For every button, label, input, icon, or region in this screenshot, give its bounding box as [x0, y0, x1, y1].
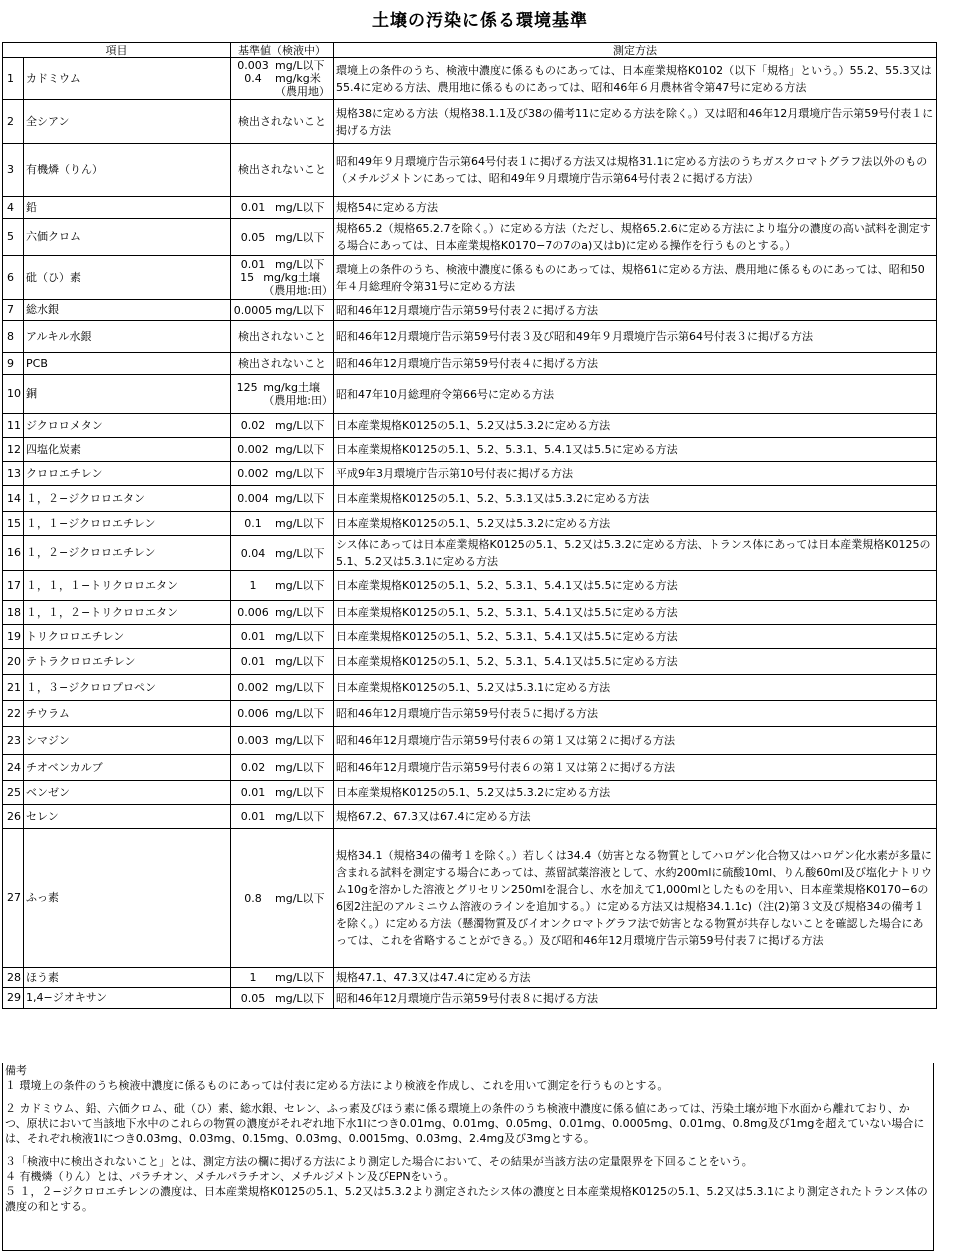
row-number: 25 [3, 781, 24, 805]
value-number: 0.04 [240, 546, 266, 560]
table-row [3, 727, 937, 755]
measurement-method: 日本産業規格K0125の5.1、5.2又は5.3.2に定める方法 [334, 512, 937, 536]
value-unit: mg/L以下 [275, 734, 325, 747]
measurement-method: 平成9年3月環境庁告示第10号付表に掲げる方法 [334, 462, 937, 486]
standard-value [231, 321, 334, 353]
value-number: 0.01 [240, 786, 266, 799]
row-number: 28 [3, 968, 24, 988]
value-number: 0.006 [237, 707, 269, 720]
row-number: 15 [3, 512, 24, 536]
value-unit: mg/L以下 [275, 606, 325, 619]
row-number: 27 [3, 829, 24, 968]
value-number: 0.01 [240, 201, 266, 214]
value-unit: mg/kg土壌 （農用地:田） [263, 271, 333, 297]
standard-value [231, 988, 334, 1009]
value-number: 0.01 [240, 655, 266, 668]
measurement-method: 規格34.1（規格34の備考１を除く。）若しくは34.4（妨害となる物質としてハロゲン化合物又はハロゲン化水素が多量に含まれる試料を測定する場合にあっては、蒸留試薬溶液として、水約200mlに硫酸10ml、りん酸60ml及び塩化ナトリウム10gを溶かした溶液とグリセリン250mlを混合し、水を加えて1,000mlとしたものを用い、日本産業規格K0170−6の6図2注記のアルミニウム溶液のラインを追加する。）に定める方法又は規格34.1.1c)（注(2)第３文及び規格34の備考１を除く。）に定める方法（懸濁物質及びイオンクロマトグラフ法で妨害となる物質が共存しないことを確認した場合にあっては、これを省略することができる。）及び昭和46年12月環境庁告示第59号付表７に掲げる方法 [334, 829, 937, 968]
value-unit: mg/L以下 [275, 891, 325, 905]
value-unit: mg/kg米 （農用地） [275, 72, 330, 98]
value-unit: mg/L以下 [275, 230, 325, 244]
note-3: ３「検液中に検出されないこと」とは、測定方法の欄に掲げる方法により測定した場合において、その結果が当該方法の定量限界を下回ることをいう。 [5, 1155, 753, 1168]
item-name: ベンゼン [24, 781, 231, 805]
row-number: 29 [3, 988, 24, 1009]
item-name: ふっ素 [24, 829, 231, 968]
page-title: 土壌の汚染に係る環境基準 [372, 11, 588, 31]
value-number: 0.8 [244, 891, 262, 905]
value-number: 0.05 [240, 991, 266, 1005]
item-name: テトラクロロエチレン [24, 649, 231, 675]
table-row [3, 571, 937, 601]
measurement-method: 昭和49年９月環境庁告示第64号付表１に掲げる方法又は規格31.1に定める方法のうちガスクロマトグラフ法以外のもの（メチルジメトンにあっては、昭和49年９月環境庁告示第64号付表２に掲げる方法） [334, 144, 937, 197]
value-number: 15 [240, 271, 255, 284]
standard-value [231, 571, 334, 601]
value-unit: mg/kg土壌 （農用地:田） [263, 381, 333, 407]
value-unit: mg/L以下 [275, 681, 325, 694]
measurement-method: 日本産業規格K0125の5.1、5.2又は5.3.2に定める方法 [334, 781, 937, 805]
measurement-method: 規格65.2（規格65.2.7を除く。）に定める方法（ただし、規格65.2.6に定める方法により塩分の濃度の高い試料を測定する場合にあっては、日本産業規格K0170−7の7のa)又はb)に定める操作を行うものとする。） [334, 219, 937, 256]
value-number: 0.003 [237, 734, 269, 747]
item-name: 鉛 [24, 197, 231, 219]
measurement-method: 環境上の条件のうち、検液中濃度に係るものにあっては、規格61に定める方法、農用地に係るものにあっては、昭和50年４月総理府令第31号に定める方法 [334, 256, 937, 300]
value-text: 検出されないこと [238, 356, 326, 370]
item-name: シマジン [24, 727, 231, 755]
standard-value [231, 829, 334, 968]
value-unit: mg/L以下 [275, 786, 325, 799]
standard-value [231, 649, 334, 675]
measurement-method: 日本産業規格K0125の5.1、5.2、5.3.1、5.4.1又は5.5に定める方法 [334, 601, 937, 625]
value-number: 1 [249, 971, 257, 984]
measurement-method: 日本産業規格K0125の5.1、5.2、5.3.1、5.4.1又は5.5に定める方法 [334, 571, 937, 601]
standard-value [231, 353, 334, 375]
standard-value [231, 536, 334, 571]
item-name: カドミウム [24, 58, 231, 100]
value-number: 125 [236, 381, 258, 394]
measurement-method: 昭和46年12月環境庁告示第59号付表８に掲げる方法 [334, 988, 937, 1009]
measurement-method: 日本産業規格K0125の5.1、5.2、5.3.1、5.4.1又は5.5に定める方法 [334, 625, 937, 649]
row-number: 5 [3, 219, 24, 256]
value-unit: mg/L以下 [275, 630, 325, 643]
table-row [3, 197, 937, 219]
table-row [3, 144, 937, 197]
row-number: 17 [3, 571, 24, 601]
standard-value [231, 375, 334, 414]
standard-value [231, 58, 334, 100]
measurement-method: 日本産業規格K0125の5.1、5.2、5.3.1又は5.3.2に定める方法 [334, 486, 937, 512]
value-unit: mg/L以下 [275, 419, 325, 432]
measurement-method: 昭和46年12月環境庁告示第59号付表５に掲げる方法 [334, 701, 937, 727]
value-number: 0.002 [237, 681, 269, 694]
note-2: ２ カドミウム、鉛、六価クロム、砒（ひ）素、総水銀、セレン、ふっ素及びほう素に係る環境上の条件のうち検液中濃度に係る値にあっては、汚染土壌が地下水面から離れており、かつ、原状において当該地下水中のこれらの物質の濃度がそれぞれ地下水1lにつき0.01mg、0.01mg、0.05mg、0.01mg、0.0005mg、0.01mg、0.8mg及び1mgを超えていない場合には、それぞれ検液1lにつき0.03mg、0.03mg、0.15mg、0.03mg、0.0015mg、0.03mg、2.4mg及び3mgとする。 [5, 1102, 925, 1145]
item-name: クロロエチレン [24, 462, 231, 486]
table-row [3, 701, 937, 727]
table-row [3, 219, 937, 256]
measurement-method: 日本産業規格K0125の5.1、5.2又は5.3.2に定める方法 [334, 414, 937, 438]
value-number: 1 [249, 579, 257, 592]
item-name: ほう素 [24, 968, 231, 988]
item-name: チオベンカルブ [24, 755, 231, 781]
table-row [3, 536, 937, 571]
value-unit: mg/L以下 [275, 201, 325, 214]
table-row [3, 414, 937, 438]
standard-value [231, 219, 334, 256]
value-text: 検出されないこと [238, 114, 326, 128]
standard-value [231, 701, 334, 727]
measurement-method: 昭和46年12月環境庁告示第59号付表３及び昭和49年９月環境庁告示第64号付表３に掲げる方法 [334, 321, 937, 353]
item-name: 四塩化炭素 [24, 438, 231, 462]
standard-value [231, 727, 334, 755]
measurement-method: 規格47.1、47.3又は47.4に定める方法 [334, 968, 937, 988]
standard-value [231, 438, 334, 462]
value-unit: mg/L以下 [275, 517, 325, 530]
item-name: チウラム [24, 701, 231, 727]
row-number: 19 [3, 625, 24, 649]
item-name: 有機燐（りん） [24, 144, 231, 197]
row-number: 26 [3, 805, 24, 829]
item-name: PCB [24, 353, 231, 375]
value-unit: mg/L以下 [275, 492, 325, 505]
header-item: 項目 [3, 43, 231, 58]
table-row [3, 625, 937, 649]
item-name: 1,4−ジオキサン [24, 988, 231, 1009]
table-row [3, 300, 937, 321]
standard-value [231, 601, 334, 625]
item-name: １，１−ジクロロエチレン [24, 512, 231, 536]
item-name: １，１，２−トリクロロエタン [24, 601, 231, 625]
standard-value [231, 625, 334, 649]
standards-table [2, 42, 937, 1009]
row-number: 8 [3, 321, 24, 353]
value-unit: mg/L以下 [275, 546, 325, 560]
value-unit: mg/L以下 [275, 258, 325, 271]
value-number: 0.003 [237, 59, 269, 72]
item-name: 銅 [24, 375, 231, 414]
table-row [3, 512, 937, 536]
table-row [3, 321, 937, 353]
row-number: 4 [3, 197, 24, 219]
item-name: ジクロロメタン [24, 414, 231, 438]
table-row [3, 100, 937, 144]
standard-value [231, 675, 334, 701]
row-number: 7 [3, 300, 24, 321]
value-unit: mg/L以下 [275, 303, 325, 317]
table-row [3, 353, 937, 375]
value-number: 0.01 [240, 258, 266, 271]
row-number: 6 [3, 256, 24, 300]
table-row [3, 375, 937, 414]
measurement-method: 日本産業規格K0125の5.1、5.2、5.3.1、5.4.1又は5.5に定める方法 [334, 649, 937, 675]
measurement-method: 昭和46年12月環境庁告示第59号付表２に掲げる方法 [334, 300, 937, 321]
table-row [3, 805, 937, 829]
table-row [3, 601, 937, 625]
item-name: １，３−ジクロロプロペン [24, 675, 231, 701]
measurement-method: 規格54に定める方法 [334, 197, 937, 219]
table-row [3, 968, 937, 988]
header-value: 基準値（検液中） [231, 43, 334, 58]
table-row [3, 675, 937, 701]
row-number: 14 [3, 486, 24, 512]
value-unit: mg/L以下 [275, 707, 325, 720]
value-unit: mg/L以下 [275, 991, 325, 1005]
note-4: ４ 有機燐（りん）とは、パラチオン、メチルパラチオン、メチルジメトン及びEPNをいう。 [5, 1170, 455, 1183]
row-number: 10 [3, 375, 24, 414]
standard-value [231, 968, 334, 988]
item-name: 全シアン [24, 100, 231, 144]
value-text: 検出されないこと [238, 163, 326, 176]
value-unit: mg/L以下 [275, 59, 325, 72]
standard-value [231, 781, 334, 805]
note-1: １ 環境上の条件のうち検液中濃度に係るものにあっては付表に定める方法により検液を作成し、これを用いて測定を行うものとする。 [5, 1079, 669, 1092]
row-number: 16 [3, 536, 24, 571]
measurement-method: 昭和46年12月環境庁告示第59号付表６の第１又は第２に掲げる方法 [334, 755, 937, 781]
row-number: 1 [3, 58, 24, 100]
table-row [3, 988, 937, 1009]
table-row [3, 462, 937, 486]
value-number: 0.1 [244, 517, 262, 530]
table-row [3, 438, 937, 462]
value-number: 0.02 [240, 419, 266, 432]
item-name: １，１，１−トリクロロエタン [24, 571, 231, 601]
standard-value [231, 197, 334, 219]
item-name: セレン [24, 805, 231, 829]
row-number: 12 [3, 438, 24, 462]
value-number: 0.002 [237, 467, 269, 480]
table-header-row [3, 43, 937, 58]
measurement-method: 規格67.2、67.3又は67.4に定める方法 [334, 805, 937, 829]
standard-value [231, 512, 334, 536]
measurement-method: 日本産業規格K0125の5.1、5.2又は5.3.1に定める方法 [334, 675, 937, 701]
item-name: １，２−ジクロロエチレン [24, 536, 231, 571]
row-number: 9 [3, 353, 24, 375]
value-number: 0.006 [237, 606, 269, 619]
row-number: 20 [3, 649, 24, 675]
value-unit: mg/L以下 [275, 761, 325, 774]
value-number: 0.01 [240, 630, 266, 643]
value-text: 検出されないこと [238, 329, 326, 343]
table-row [3, 486, 937, 512]
measurement-method: 日本産業規格K0125の5.1、5.2、5.3.1、5.4.1又は5.5に定める方法 [334, 438, 937, 462]
value-unit: mg/L以下 [275, 655, 325, 668]
measurement-method: 規格38に定める方法（規格38.1.1及び38の備考11に定める方法を除く。）又は昭和46年12月環境庁告示第59号付表１に掲げる方法 [334, 100, 937, 144]
row-number: 24 [3, 755, 24, 781]
value-unit: mg/L以下 [275, 443, 325, 456]
header-method: 測定方法 [334, 43, 937, 58]
measurement-method: 昭和46年12月環境庁告示第59号付表６の第１又は第２に掲げる方法 [334, 727, 937, 755]
standard-value [231, 805, 334, 829]
row-number: 23 [3, 727, 24, 755]
item-name: アルキル水銀 [24, 321, 231, 353]
table-row [3, 256, 937, 300]
measurement-method: 昭和47年10月総理府令第66号に定める方法 [334, 375, 937, 414]
item-name: 総水銀 [24, 300, 231, 321]
value-unit: mg/L以下 [275, 467, 325, 480]
standard-value [231, 100, 334, 144]
standard-value [231, 755, 334, 781]
value-unit: mg/L以下 [275, 810, 325, 823]
standard-value [231, 462, 334, 486]
value-unit: mg/L以下 [275, 579, 325, 592]
row-number: 13 [3, 462, 24, 486]
standard-value [231, 300, 334, 321]
table-row [3, 829, 937, 968]
value-number: 0.0005 [233, 303, 273, 317]
standard-value [231, 486, 334, 512]
measurement-method: シス体にあっては日本産業規格K0125の5.1、5.2又は5.3.2に定める方法、トランス体にあっては日本産業規格K0125の5.1、5.2又は5.3.1に定める方法 [334, 536, 937, 571]
measurement-method: 昭和46年12月環境庁告示第59号付表４に掲げる方法 [334, 353, 937, 375]
table-row [3, 649, 937, 675]
standard-value [231, 144, 334, 197]
row-number: 21 [3, 675, 24, 701]
table-row [3, 755, 937, 781]
table-row [3, 58, 937, 100]
value-unit: mg/L以下 [275, 971, 325, 984]
notes-section [2, 1063, 934, 1251]
item-name: 六価クロム [24, 219, 231, 256]
note-5: ５ １，２−ジクロロエチレンの濃度は、日本産業規格K0125の5.1、5.2又は5.3.2より測定されたシス体の濃度と日本産業規格K0125の5.1、5.2又は5.3.1により測定されたトランス体の濃度の和とする。 [5, 1185, 928, 1213]
item-name: １，２−ジクロロエタン [24, 486, 231, 512]
row-number: 3 [3, 144, 24, 197]
row-number: 2 [3, 100, 24, 144]
item-name: トリクロロエチレン [24, 625, 231, 649]
row-number: 11 [3, 414, 24, 438]
standard-value [231, 256, 334, 300]
table-row [3, 781, 937, 805]
value-number: 0.002 [237, 443, 269, 456]
value-number: 0.4 [244, 72, 262, 85]
measurement-method: 環境上の条件のうち、検液中濃度に係るものにあっては、日本産業規格K0102（以下「規格」という。）55.2、55.3又は55.4に定める方法、農用地に係るものにあっては、昭和46年６月農林省令第47号に定める方法 [334, 58, 937, 100]
value-number: 0.05 [240, 230, 266, 244]
row-number: 22 [3, 701, 24, 727]
value-number: 0.01 [240, 810, 266, 823]
item-name: 砒（ひ）素 [24, 256, 231, 300]
notes-heading: 備考 [5, 1064, 27, 1077]
value-number: 0.004 [237, 492, 269, 505]
standard-value [231, 414, 334, 438]
row-number: 18 [3, 601, 24, 625]
value-number: 0.02 [240, 761, 266, 774]
